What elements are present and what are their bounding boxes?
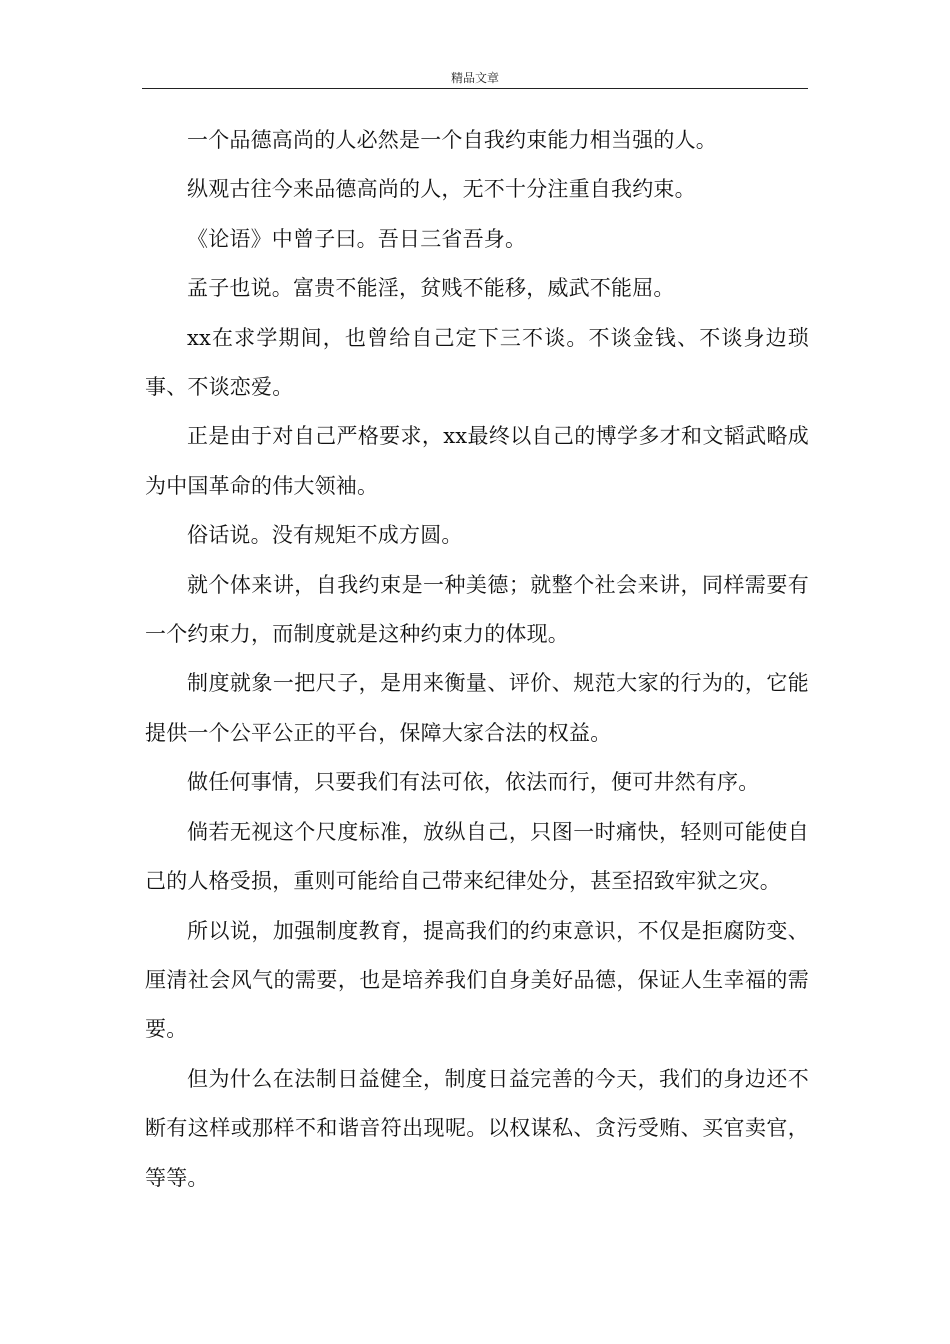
paragraph: 制度就象一把尺子，是用来衡量、评价、规范大家的行为的，它能提供一个公平公正的平台，保障大家合法的权益。 — [145, 671, 809, 745]
paragraph: 但为什么在法制日益健全，制度日益完善的今天，我们的身边还不断有这样或那样不和谐音符出现呢。以权谋私、贪污受贿、买官卖官，等等。 — [145, 1066, 809, 1190]
paragraph: 正是由于对自己严格要求，xx最终以自己的博学多才和文韬武略成为中国革命的伟大领袖。 — [145, 424, 809, 498]
document-body — [145, 116, 809, 1203]
header-rule — [142, 88, 808, 89]
paragraph: 倘若无视这个尺度标准，放纵自己，只图一时痛快，轻则可能使自己的人格受损，重则可能给自己带来纪律处分，甚至招致牢狱之灾。 — [145, 819, 809, 894]
paragraph: 《论语》中曾子曰。吾日三省吾身。 — [187, 226, 527, 251]
page-header: 精品文章 — [450, 71, 499, 85]
paragraph: xx在求学期间，也曾给自己定下三不谈。不谈金钱、不谈身边琐事、不谈恋爱。 — [145, 325, 809, 400]
paragraph: 所以说，加强制度教育，提高我们的约束意识，不仅是拒腐防变、厘清社会风气的需要，也是培养我们自身美好品德，保证人生幸福的需要。 — [145, 918, 809, 1042]
paragraph: 就个体来讲，自我约束是一种美德；就整个社会来讲，同样需要有一个约束力，而制度就是这种约束力的体现。 — [145, 572, 809, 647]
paragraph: 俗话说。没有规矩不成方圆。 — [187, 523, 463, 548]
paragraph: 一个品德高尚的人必然是一个自我约束能力相当强的人。 — [187, 128, 717, 152]
paragraph: 纵观古往今来品德高尚的人，无不十分注重自我约束。 — [187, 177, 696, 202]
paragraph: 孟子也说。富贵不能淫，贫贱不能移，威武不能屈。 — [187, 276, 675, 301]
paragraph: 做任何事情，只要我们有法可依，依法而行，便可井然有序。 — [187, 770, 760, 795]
